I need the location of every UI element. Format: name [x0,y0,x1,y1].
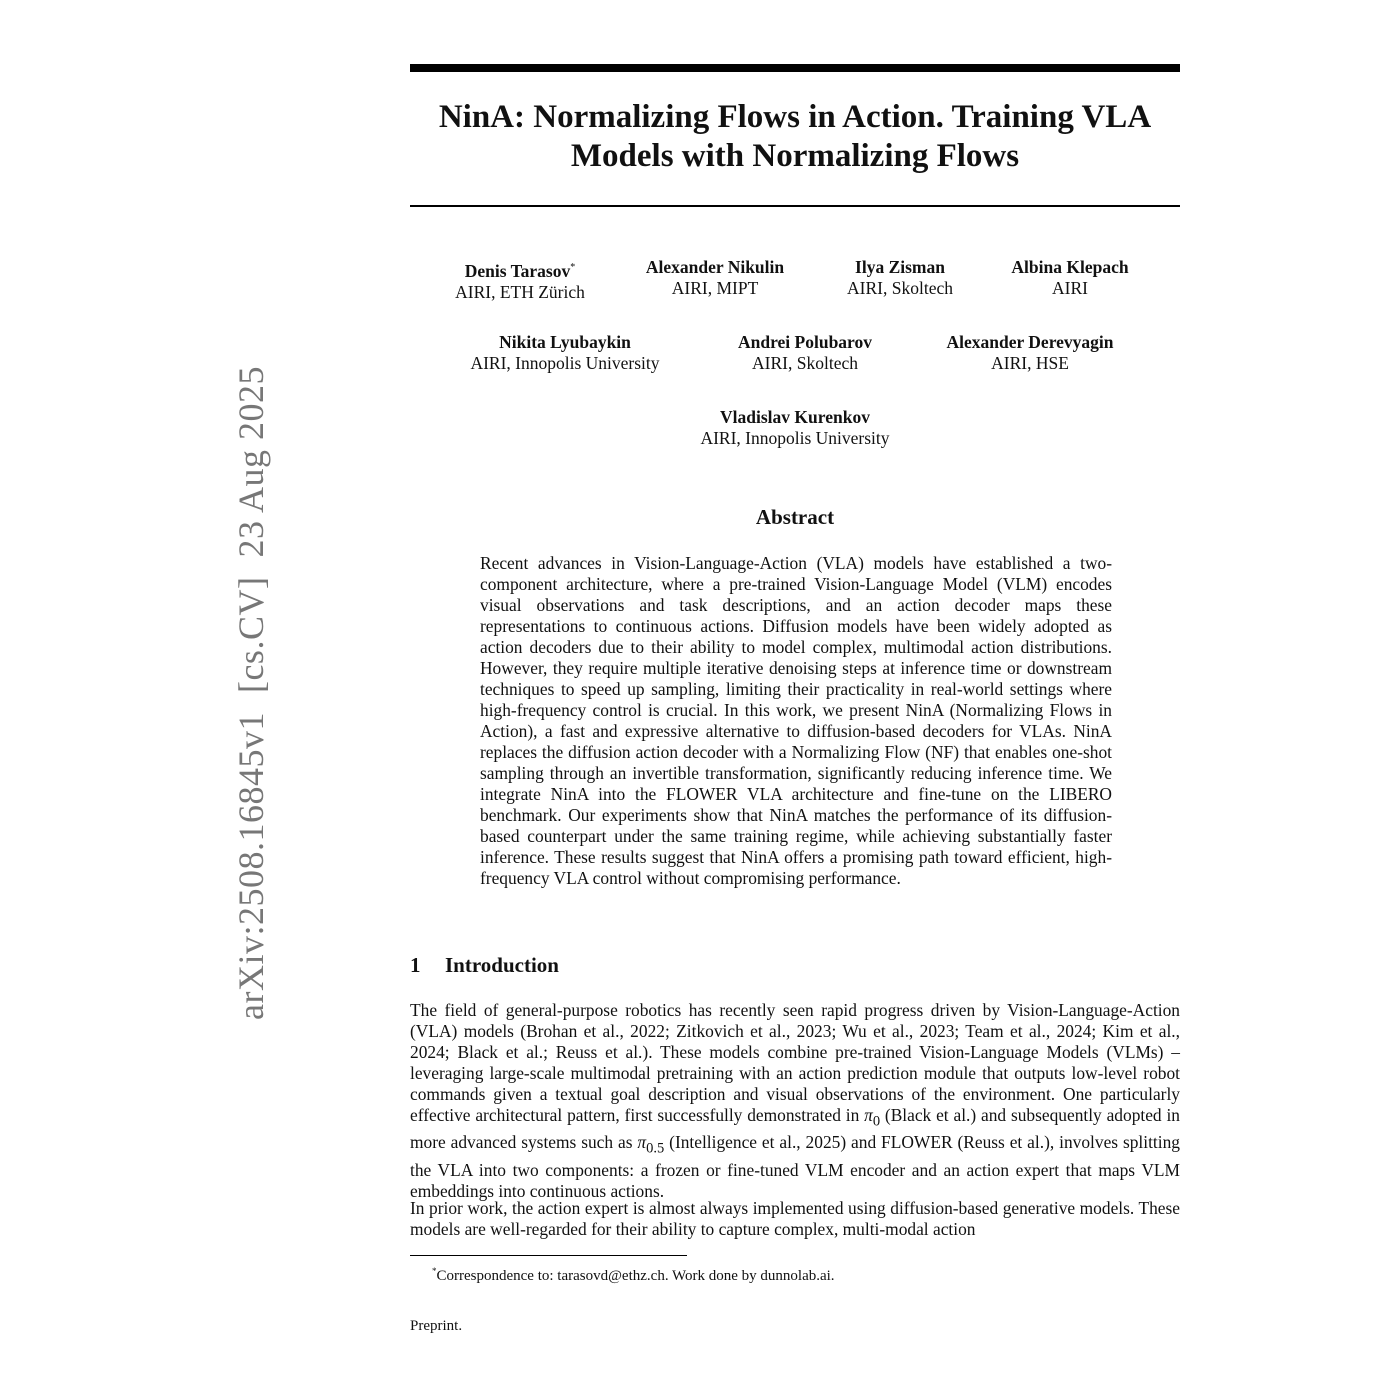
section-title: Introduction [445,953,559,977]
author-affiliation: AIRI, MIPT [671,278,759,298]
section-heading-introduction [410,953,559,978]
author-name: Ilya Zisman [855,257,945,277]
introduction-paragraph: In prior work, the action expert is almost always implemented using diffusion-based generative models. These models are well-regarded for their ability to capture complex, multi-modal action [410,1198,1180,1239]
title-top-rule [410,64,1180,72]
math-subscript: 0 [872,1113,881,1130]
section-number: 1 [410,953,421,977]
title-bottom-rule [410,205,1180,207]
math-pi-symbol: π [864,1105,873,1125]
author-name: Andrei Polubarov [737,332,873,352]
author-block [1000,257,1140,299]
introduction-paragraph [410,1000,1180,1202]
author-name: Nikita Lyubaykin [499,332,631,352]
abstract-heading: Abstract [755,505,835,529]
author-footnote-mark: * [570,262,576,273]
author-affiliation: AIRI, Innopolis University [700,428,890,448]
paragraph-text: (Black et al.) and subsequently adopted in more advanced systems such as [410,1105,1180,1153]
author-affiliation: AIRI, Skoltech [847,278,953,298]
author-affiliation: AIRI, Skoltech [752,353,858,373]
author-name: Vladislav Kurenkov [720,407,870,427]
author-affiliation: AIRI, Innopolis University [470,353,660,373]
abstract-text: Recent advances in Vision-Language-Action (VLA) models have established a two-component architecture, where a pre-trained Vision-Language Model (VLM) encodes visual observations and task descriptions, and an action decoder maps these representations to continuous actions. Diffusion models have been widely adopted as action decoders due to their ability to model complex, multimodal action distributions. However, they require multiple iterative denoising steps at inference time or downstream techniques to speed up sampling, limiting their practicality in real-world settings where high-frequency control is crucial. In this work, we present NinA (Normalizing Flows in Action), a fast and expressive alternative to diffusion-based decoders for VLAs. NinA replaces the diffusion action decoder with a Normalizing Flow (NF) that enables one-shot sampling through an invertible transformation, significantly reducing inference time. We integrate NinA into the FLOWER VLA architecture and fine-tune on the LIBERO benchmark. Our experiments show that NinA matches the performance of its diffusion-based counterpart under the same training regime, while achieving substantially faster inference. These results suggest that NinA offers a promising path toward efficient, high-frequency VLA control without compromising performance. [480,553,1112,888]
author-affiliation: AIRI [1052,278,1088,298]
math-subscript: 0.5 [646,1140,665,1157]
author-affiliation: AIRI, HSE [991,353,1069,373]
paragraph-text: (Intelligence et al., 2025) and FLOWER (Reuss et al.), involves splitting the VLA into two components: a frozen or fine-tuned VLM encoder and an action expert that maps VLM embeddings into continuous actions. [410,1132,1180,1201]
author-block [720,332,890,374]
footnote-mark: * [432,1266,437,1276]
footnote-rule [410,1255,687,1256]
author-block [830,257,970,299]
paper-title [410,98,1180,176]
author-block [450,332,680,374]
author-name: Denis Tarasov [464,260,571,281]
footnote-text: Correspondence to: tarasovd@ethz.ch. Work done by dunnolab.ai. [436,1268,835,1284]
paragraph-text: The field of general-purpose robotics has recently seen rapid progress driven by Vision-Language-Action (VLA) models (Brohan et al., 2022; Zitkovich et al., 2023; Wu et al., 2023; Team et al., 2024; Kim et al., 2024; Black et al.; Reuss et al.). These models combine pre-trained Vision-Language Models (VLMs) – leveraging large-scale multimodal pretraining with an action prediction module that outputs low-level robot commands given a textual goal description and visual observations of the environment. One particularly effective architectural pattern, first successfully demonstrated in [410,1000,1180,1125]
author-name: Alexander Nikulin [645,257,785,277]
author-block [440,257,600,303]
footnote [432,1262,835,1285]
math-pi-symbol: π [637,1132,647,1153]
arxiv-identifier-stamp: arXiv:2508.16845v1 [cs.CV] 23 Aug 2025 [231,366,271,1020]
title-line-1: NinA: Normalizing Flows in Action. Training VLA [438,99,1152,135]
preprint-label: Preprint. [410,1318,463,1334]
author-name: Alexander Derevyagin [946,332,1114,352]
author-name: Albina Klepach [1011,257,1129,277]
author-block [680,407,910,449]
author-affiliation: AIRI, ETH Zürich [455,281,585,302]
title-line-2: Models with Normalizing Flows [570,138,1020,174]
author-block [925,332,1135,374]
author-block [630,257,800,299]
